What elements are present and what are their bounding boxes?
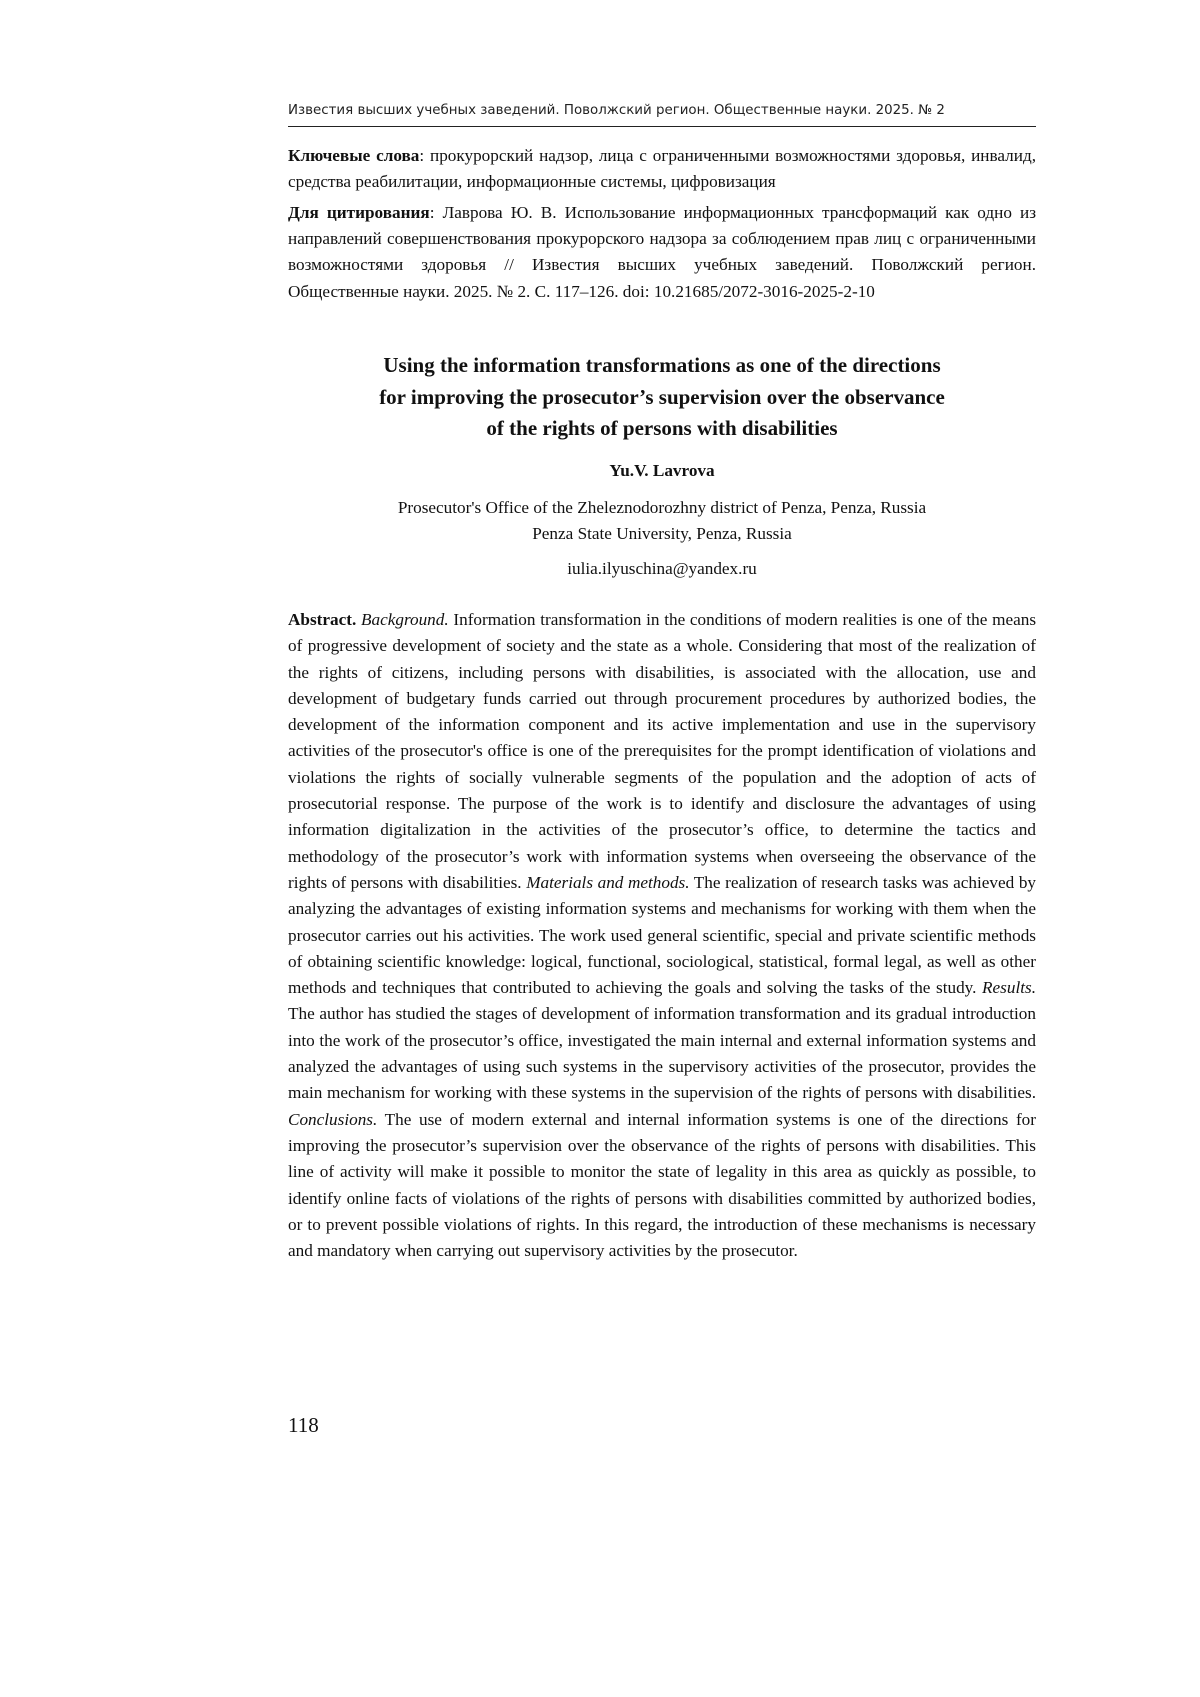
title-line: of the rights of persons with disabilities (486, 416, 838, 440)
citation-label: Для цитирования (288, 203, 430, 222)
abstract-label: Abstract. (288, 610, 357, 629)
page-number: 118 (288, 1413, 319, 1437)
article-title (288, 350, 1036, 445)
citation-paragraph (288, 200, 1036, 305)
abstract-methods-label: Materials and methods. (526, 872, 690, 892)
affiliation-line: Penza State University, Penza, Russia (532, 524, 792, 544)
title-line: Using the information transformations as one of the directions (383, 353, 941, 377)
abstract-methods-text: The realization of research tasks was achieved by analyzing the advantages of existing information systems and mechanisms for working with them when the prosecutor carries out his activities. The work used general scientific, special and private scientific methods of obtaining scientific knowledge: logical, functional, sociological, statistical, formal legal, as well as other methods and techniques that contributed to achieving the goals and solving the tasks of the study. (288, 872, 1037, 998)
citation-text: : Лаврова Ю. В. Использование информационных трансформаций как одно из направлений совершенствования прокурорского надзора за соблюдением прав лиц с ограниченными возможностями здоровья // Известия высших учебных заведений. Поволжский регион. Общественные науки. 2025. № 2. С. 117–126. doi: 10.21685/2072-3016-2025-2-10 (288, 203, 1037, 301)
title-line: for improving the prosecutor’s supervision over the observance (379, 384, 945, 409)
abstract-conclusions-label: Conclusions. (288, 1109, 378, 1129)
abstract-results-text: The author has studied the stages of development of information transformation and its gradual introduction into the work of the prosecutor’s office, investigated the main internal and external information systems and analyzed the advantages of using such systems in the supervisory activities of the prosecutor, provides the main mechanism for working with these systems in the supervision of the rights of persons with disabilities. (288, 1004, 1036, 1103)
affiliation-line: Prosecutor's Office of the Zheleznodorozhny district of Penza, Penza, Russia (397, 498, 927, 517)
abstract-conclusions-text: The use of modern external and internal information systems is one of the directions for improving the prosecutor’s supervision over the observance of the rights of persons with disabilities. This line of activity will make it possible to monitor the state of legality in this area as quickly as possible, to identify online facts of violations of the rights of persons with disabilities committed by authorized bodies, or to prevent possible violations of rights. In this regard, the introduction of these mechanisms is necessary and mandatory when carrying out supervisory activities by the prosecutor. (288, 1109, 1036, 1261)
running-header: Известия высших учебных заведений. Поволжский регион. Общественные науки. 2025. № 2 (288, 103, 945, 118)
affiliations (288, 495, 1036, 547)
abstract-results-label: Results. (982, 978, 1036, 998)
author-email: iulia.ilyuschina@yandex.ru (567, 559, 757, 578)
header-rule (288, 126, 1036, 127)
author-name: Yu.V. Lavrova (609, 461, 715, 480)
abstract-paragraph (288, 607, 1036, 1264)
abstract-background-label: Background. (361, 610, 449, 629)
keywords-paragraph (288, 143, 1036, 195)
keywords-label: Ключевые слова (288, 146, 420, 165)
keywords-text: : прокурорский надзор, лица с ограниченными возможностями здоровья, инвалид, средства реабилитации, информационные системы, цифровизация (288, 146, 1036, 192)
abstract-background-text: Information transformation in the conditions of modern realities is one of the means of progressive development of society and the state as a whole. Considering that most of the realization of the rights of citizens, including persons with disabilities, is associated with the allocation, use and development of budgetary funds carried out through procurement procedures by authorized bodies, the development of the information component and its active implementation and use in the supervisory activities of the prosecutor's office is one of the prerequisites for the prompt identification of violations and violations the rights of socially vulnerable segments of the population and the adoption of acts of prosecutorial response. The purpose of the work is to identify and disclosure the advantages of using information digitalization in the activities of the prosecutor’s office, to determine the tactics and methodology of the prosecutor’s work with information systems when overseeing the observance of the rights of persons with disabilities. (288, 610, 1037, 892)
